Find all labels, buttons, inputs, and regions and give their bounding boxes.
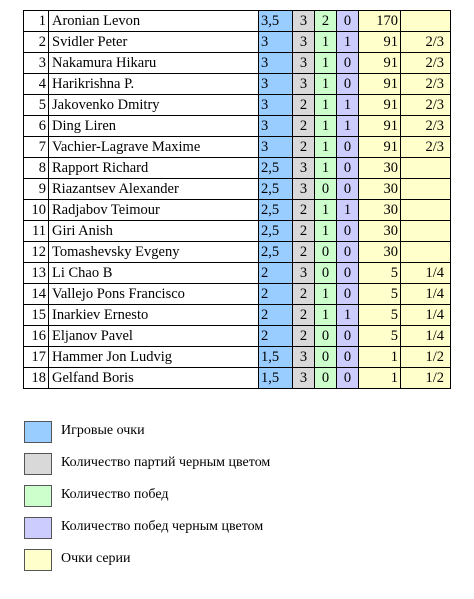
series-fraction-cell — [401, 242, 451, 263]
black-games-cell: 3 — [293, 347, 315, 368]
game-points-cell: 2 — [259, 263, 293, 284]
player-name-cell: Gelfand Boris — [49, 368, 259, 389]
player-name-cell: Radjabov Teimour — [49, 200, 259, 221]
table-row — [24, 74, 451, 95]
rank-cell: 8 — [24, 158, 49, 179]
black-wins-cell: 1 — [337, 200, 359, 221]
black-wins-cell: 0 — [337, 242, 359, 263]
black-wins-cell: 0 — [337, 347, 359, 368]
series-points-cell: 30 — [359, 221, 401, 242]
game-points-cell: 1,5 — [259, 347, 293, 368]
rank-cell: 10 — [24, 200, 49, 221]
game-points-cell: 2 — [259, 326, 293, 347]
wins-cell: 0 — [315, 368, 337, 389]
table-row — [24, 263, 451, 284]
wins-cell: 0 — [315, 263, 337, 284]
black-games-cell: 3 — [293, 158, 315, 179]
table-row — [24, 53, 451, 74]
rank-cell: 6 — [24, 116, 49, 137]
black-games-cell: 2 — [293, 116, 315, 137]
series-points-cell: 1 — [359, 347, 401, 368]
wins-cell: 1 — [315, 158, 337, 179]
series-fraction-cell: 1/2 — [401, 368, 451, 389]
rank-cell: 4 — [24, 74, 49, 95]
series-fraction-cell — [401, 11, 451, 32]
player-name-cell: Vallejo Pons Francisco — [49, 284, 259, 305]
black-wins-cell: 0 — [337, 368, 359, 389]
table-row — [24, 284, 451, 305]
series-points-cell: 5 — [359, 326, 401, 347]
rank-cell: 12 — [24, 242, 49, 263]
black-wins-cell: 0 — [337, 221, 359, 242]
game-points-cell: 3 — [259, 95, 293, 116]
series-points-cell: 91 — [359, 74, 401, 95]
series-fraction-cell: 2/3 — [401, 53, 451, 74]
series-fraction-cell: 1/2 — [401, 347, 451, 368]
series-fraction-cell — [401, 200, 451, 221]
player-name-cell: Jakovenko Dmitry — [49, 95, 259, 116]
black-wins-cell: 0 — [337, 263, 359, 284]
game-points-cell: 2,5 — [259, 179, 293, 200]
player-name-cell: Nakamura Hikaru — [49, 53, 259, 74]
table-row — [24, 326, 451, 347]
series-points-cell: 91 — [359, 95, 401, 116]
game-points-cell: 1,5 — [259, 368, 293, 389]
game-points-cell: 2,5 — [259, 221, 293, 242]
game-points-cell: 2,5 — [259, 158, 293, 179]
legend-swatch — [24, 421, 52, 443]
wins-cell: 1 — [315, 74, 337, 95]
table-row — [24, 200, 451, 221]
black-games-cell: 2 — [293, 242, 315, 263]
series-fraction-cell: 1/4 — [401, 284, 451, 305]
table-row — [24, 116, 451, 137]
player-name-cell: Li Chao B — [49, 263, 259, 284]
wins-cell: 1 — [315, 95, 337, 116]
series-points-cell: 5 — [359, 284, 401, 305]
series-fraction-cell: 1/4 — [401, 263, 451, 284]
rank-cell: 3 — [24, 53, 49, 74]
black-wins-cell: 0 — [337, 158, 359, 179]
player-name-cell: Inarkiev Ernesto — [49, 305, 259, 326]
game-points-cell: 3 — [259, 32, 293, 53]
legend-swatch — [24, 549, 52, 571]
black-games-cell: 3 — [293, 53, 315, 74]
table-row — [24, 368, 451, 389]
series-fraction-cell: 2/3 — [401, 32, 451, 53]
black-games-cell: 3 — [293, 263, 315, 284]
black-games-cell: 2 — [293, 137, 315, 158]
black-games-cell: 3 — [293, 179, 315, 200]
game-points-cell: 2,5 — [259, 200, 293, 221]
wins-cell: 1 — [315, 53, 337, 74]
table-row — [24, 242, 451, 263]
rank-cell: 2 — [24, 32, 49, 53]
black-wins-cell: 0 — [337, 137, 359, 158]
series-fraction-cell: 1/4 — [401, 305, 451, 326]
player-name-cell: Tomashevsky Evgeny — [49, 242, 259, 263]
game-points-cell: 3 — [259, 116, 293, 137]
rank-cell: 11 — [24, 221, 49, 242]
rank-cell: 5 — [24, 95, 49, 116]
legend-label: Игровые очки — [61, 423, 145, 438]
player-name-cell: Eljanov Pavel — [49, 326, 259, 347]
table-row — [24, 305, 451, 326]
black-games-cell: 3 — [293, 368, 315, 389]
black-games-cell: 2 — [293, 284, 315, 305]
wins-cell: 0 — [315, 326, 337, 347]
series-points-cell: 91 — [359, 116, 401, 137]
table-row — [24, 221, 451, 242]
black-games-cell: 2 — [293, 95, 315, 116]
legend-label: Количество партий черным цветом — [61, 455, 271, 470]
series-fraction-cell — [401, 158, 451, 179]
table-row — [24, 347, 451, 368]
player-name-cell: Rapport Richard — [49, 158, 259, 179]
player-name-cell: Giri Anish — [49, 221, 259, 242]
series-fraction-cell: 2/3 — [401, 95, 451, 116]
rank-cell: 7 — [24, 137, 49, 158]
game-points-cell: 3 — [259, 137, 293, 158]
player-name-cell: Ding Liren — [49, 116, 259, 137]
rank-cell: 9 — [24, 179, 49, 200]
black-games-cell: 3 — [293, 11, 315, 32]
series-fraction-cell — [401, 179, 451, 200]
black-wins-cell: 1 — [337, 116, 359, 137]
table-row — [24, 179, 451, 200]
rank-cell: 16 — [24, 326, 49, 347]
black-games-cell: 2 — [293, 326, 315, 347]
player-name-cell: Aronian Levon — [49, 11, 259, 32]
black-games-cell: 2 — [293, 200, 315, 221]
black-wins-cell: 1 — [337, 32, 359, 53]
series-fraction-cell: 2/3 — [401, 137, 451, 158]
series-points-cell: 91 — [359, 53, 401, 74]
black-games-cell: 3 — [293, 74, 315, 95]
black-games-cell: 2 — [293, 305, 315, 326]
rank-cell: 17 — [24, 347, 49, 368]
series-fraction-cell — [401, 221, 451, 242]
game-points-cell: 2,5 — [259, 242, 293, 263]
game-points-cell: 2 — [259, 305, 293, 326]
rank-cell: 13 — [24, 263, 49, 284]
game-points-cell: 2 — [259, 284, 293, 305]
wins-cell: 1 — [315, 137, 337, 158]
table-row — [24, 158, 451, 179]
black-wins-cell: 0 — [337, 326, 359, 347]
series-fraction-cell: 2/3 — [401, 74, 451, 95]
series-points-cell: 30 — [359, 200, 401, 221]
game-points-cell: 3 — [259, 53, 293, 74]
series-points-cell: 30 — [359, 179, 401, 200]
black-wins-cell: 0 — [337, 284, 359, 305]
black-wins-cell: 0 — [337, 74, 359, 95]
black-games-cell: 3 — [293, 32, 315, 53]
wins-cell: 1 — [315, 221, 337, 242]
player-name-cell: Riazantsev Alexander — [49, 179, 259, 200]
black-wins-cell: 0 — [337, 11, 359, 32]
series-points-cell: 91 — [359, 32, 401, 53]
rank-cell: 1 — [24, 11, 49, 32]
black-wins-cell: 1 — [337, 95, 359, 116]
wins-cell: 1 — [315, 305, 337, 326]
table-row — [24, 11, 451, 32]
black-games-cell: 2 — [293, 221, 315, 242]
series-points-cell: 5 — [359, 305, 401, 326]
wins-cell: 2 — [315, 11, 337, 32]
wins-cell: 0 — [315, 242, 337, 263]
series-fraction-cell: 2/3 — [401, 116, 451, 137]
wins-cell: 1 — [315, 116, 337, 137]
series-points-cell: 30 — [359, 158, 401, 179]
legend-swatch — [24, 517, 52, 539]
game-points-cell: 3 — [259, 74, 293, 95]
standings-body — [24, 11, 451, 389]
legend-swatch — [24, 485, 52, 507]
player-name-cell: Harikrishna P. — [49, 74, 259, 95]
rank-cell: 14 — [24, 284, 49, 305]
player-name-cell: Hammer Jon Ludvig — [49, 347, 259, 368]
series-points-cell: 170 — [359, 11, 401, 32]
series-points-cell: 91 — [359, 137, 401, 158]
legend-swatch — [24, 453, 52, 475]
rank-cell: 15 — [24, 305, 49, 326]
wins-cell: 1 — [315, 284, 337, 305]
series-fraction-cell: 1/4 — [401, 326, 451, 347]
wins-cell: 1 — [315, 200, 337, 221]
standings-table — [23, 10, 451, 389]
legend-label: Количество побед — [61, 487, 169, 502]
black-wins-cell: 1 — [337, 305, 359, 326]
wins-cell: 0 — [315, 179, 337, 200]
player-name-cell: Svidler Peter — [49, 32, 259, 53]
wins-cell: 1 — [315, 32, 337, 53]
black-wins-cell: 0 — [337, 53, 359, 74]
legend-label: Количество побед черным цветом — [61, 519, 264, 534]
series-points-cell: 30 — [359, 242, 401, 263]
rank-cell: 18 — [24, 368, 49, 389]
series-points-cell: 1 — [359, 368, 401, 389]
table-row — [24, 32, 451, 53]
game-points-cell: 3,5 — [259, 11, 293, 32]
black-wins-cell: 0 — [337, 179, 359, 200]
series-points-cell: 5 — [359, 263, 401, 284]
wins-cell: 0 — [315, 347, 337, 368]
table-row — [24, 137, 451, 158]
table-row — [24, 95, 451, 116]
player-name-cell: Vachier-Lagrave Maxime — [49, 137, 259, 158]
legend-label: Очки серии — [61, 551, 131, 566]
